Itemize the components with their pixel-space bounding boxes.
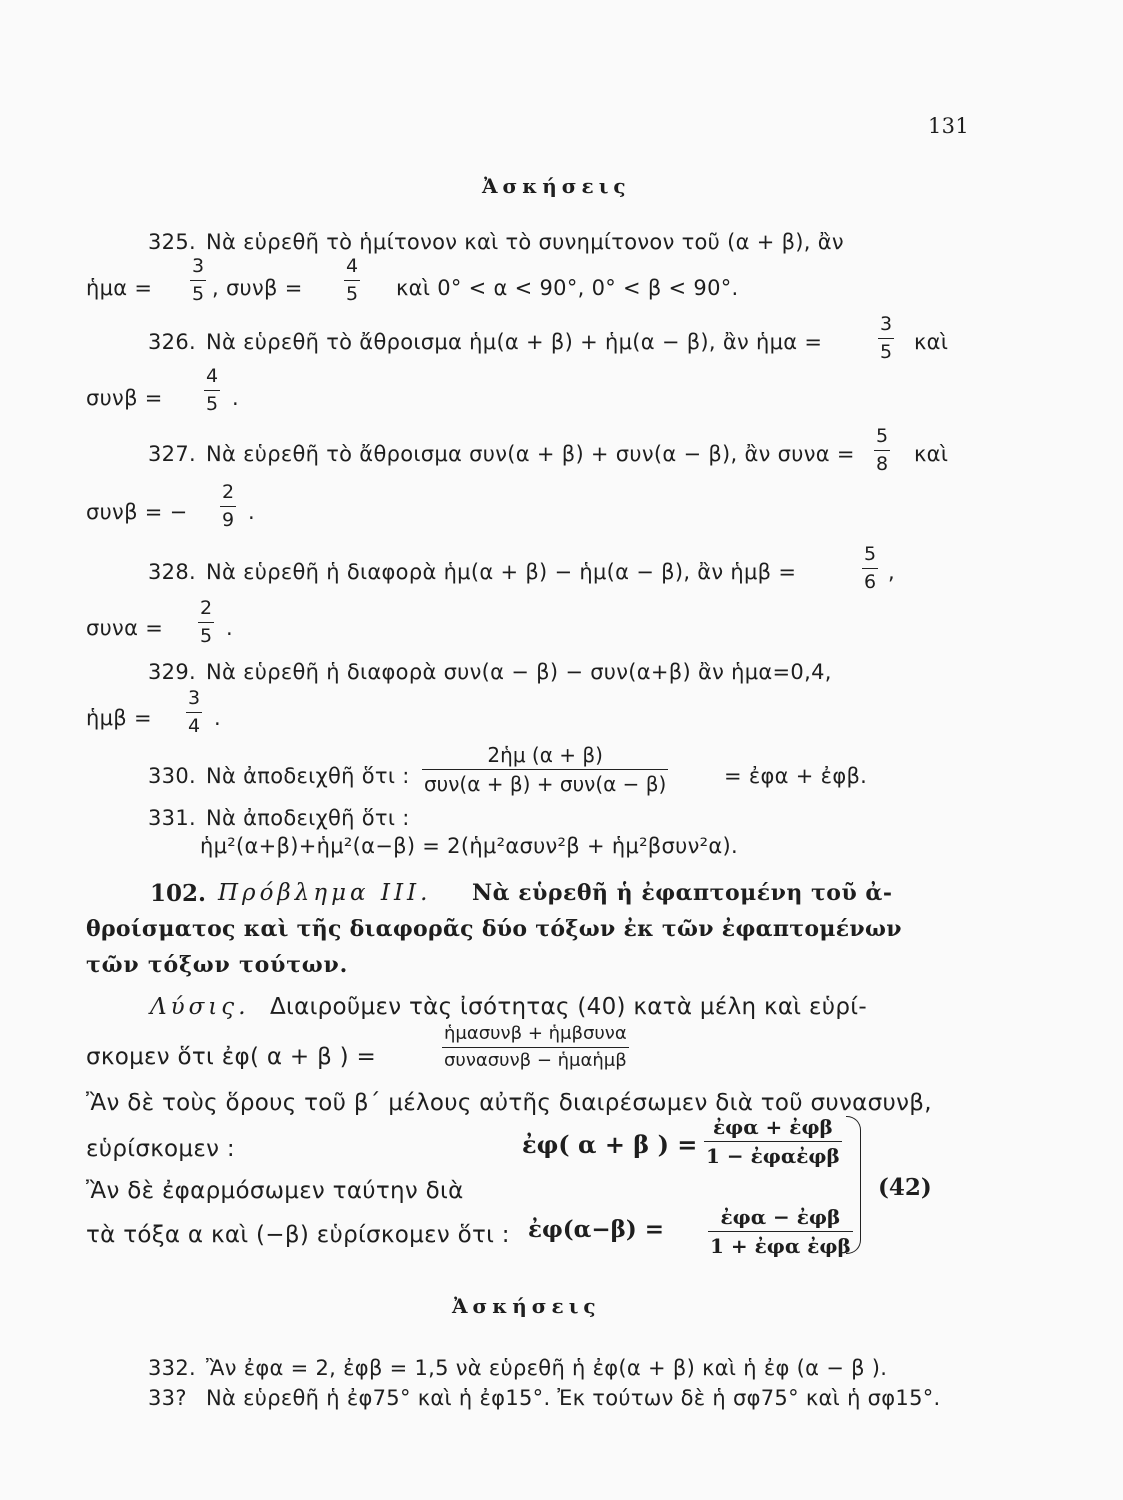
exercise-326-number: 326. <box>148 330 196 354</box>
exercise-326-kai: καὶ <box>914 330 949 354</box>
exercise-329-number: 329. <box>148 660 196 684</box>
exercise-325-hma: ἡμα = <box>86 276 153 300</box>
page-number: 131 <box>928 114 969 138</box>
exercise-326-end: . <box>232 386 239 410</box>
section-102-number: 102. <box>150 880 207 907</box>
fraction-3-4: 3 4 <box>188 687 201 737</box>
fraction-4-5: 4 5 <box>346 255 359 305</box>
exercise-329-text: Νὰ εὑρεθῆ ἡ διαφορὰ συν(α − β) − συν(α+β) ἂν ἡμα=0,4, <box>206 660 832 684</box>
exercise-328-comma: , <box>888 560 895 584</box>
exercise-329-hmb: ἡμβ = <box>86 706 152 730</box>
fraction-2-9: 2 9 <box>222 481 235 531</box>
solution-line-2: σκομεν ὅτι ἐφ( α + β ) = <box>86 1044 377 1070</box>
fraction-5-6: 5 6 <box>864 543 877 593</box>
exercise-332-text: Ἂν ἐφα = 2, ἐφβ = 1,5 νὰ εὑρεθῆ ἡ ἐφ(α + β) καὶ ἡ ἐφ (α − β ). <box>206 1356 888 1380</box>
fraction-2-5: 2 5 <box>200 597 213 647</box>
exercise-325-text: Νὰ εὑρεθῆ τὸ ἡμίτονον καὶ τὸ συνημίτονον τοῦ (α + β), ἂν <box>206 230 844 254</box>
section-102-label: Πρόβλημα ΙΙΙ. <box>218 880 432 906</box>
exercise-327-end: . <box>248 500 255 524</box>
exercise-331-formula: ἡμ²(α+β)+ἡμ²(α−β) = 2(ἡμ²ασυν²β + ἡμ²βσυν²α). <box>200 834 738 858</box>
fraction-3-5: 3 5 <box>192 255 205 305</box>
fraction-tan-sum: ἡμασυνβ + ἡμβσυνα συνασυνβ − ἡμαἡμβ <box>444 1023 627 1071</box>
exercises-heading: Ἀσκήσεις <box>482 174 631 198</box>
exercise-328-text: Νὰ εὑρεθῆ ἡ διαφορὰ ἡμ(α + β) − ἡμ(α − β), ἂν ἡμβ = <box>206 560 797 584</box>
equation-label-42: (42) <box>878 1174 932 1201</box>
fraction-tan-diff-result: ἐφα − ἐφβ 1 + ἐφα ἐφβ <box>710 1205 851 1258</box>
exercise-330-rhs: = ἐφα + ἐφβ. <box>724 764 868 788</box>
solution-line-6: τὰ τόξα α καὶ (−β) εὑρίσκομεν ὅτι : <box>86 1222 510 1248</box>
exercise-329-end: . <box>214 706 221 730</box>
exercise-328-number: 328. <box>148 560 196 584</box>
exercise-326-text: Νὰ εὑρεθῆ τὸ ἄθροισμα ἡμ(α + β) + ἡμ(α − β), ἂν ἡμα = <box>206 330 823 354</box>
section-102-title-1: Νὰ εὑρεθῆ ἡ ἐφαπτομένη τοῦ ἀ- <box>472 880 893 906</box>
solution-line-1: Διαιροῦμεν τὰς ἰσότητας (40) κατὰ μέλη καὶ εὑρί- <box>270 994 867 1020</box>
fraction-330: 2ἡμ (α + β) συν(α + β) + συν(α − β) <box>424 743 667 796</box>
exercises-heading-2: Ἀσκήσεις <box>452 1294 601 1318</box>
exercise-332-number: 332. <box>148 1356 196 1380</box>
exercise-325-synb: , συνβ = <box>212 276 303 300</box>
fraction-5-8: 5 8 <box>876 425 889 475</box>
solution-label: Λύσις. <box>150 994 250 1020</box>
fraction-tan-sum-result: ἐφα + ἐφβ 1 − ἐφαἐφβ <box>706 1115 840 1168</box>
exercise-325-number: 325. <box>148 230 196 254</box>
exercise-327-synb: συνβ = − <box>86 500 188 524</box>
exercise-331-number: 331. <box>148 806 196 830</box>
exercise-328-end: . <box>226 616 233 640</box>
exercise-330-number: 330. <box>148 764 196 788</box>
exercise-333-number: 33? <box>148 1386 187 1410</box>
section-102-title-2: θροίσματος καὶ τῆς διαφορᾶς δύο τόξων ἐκ τῶν ἐφαπτομένων <box>86 916 902 942</box>
exercise-327-number: 327. <box>148 442 196 466</box>
exercise-331-text: Νὰ ἀποδειχθῆ ὅτι : <box>206 806 410 830</box>
equation-brace <box>846 1116 861 1254</box>
solution-line-3: Ἂν δὲ τοὺς ὅρους τοῦ β΄ μέλους αὐτῆς διαιρέσωμεν διὰ τοῦ συνασυνβ, <box>86 1090 932 1116</box>
exercise-328-syna: συνα = <box>86 616 164 640</box>
solution-line-4: εὑρίσκομεν : <box>86 1136 235 1162</box>
exercise-327-kai: καὶ <box>914 442 949 466</box>
equation-tan-diff-lhs: ἐφ(α−β) = <box>528 1216 665 1243</box>
fraction-4-5-b: 4 5 <box>206 365 219 415</box>
solution-line-5: Ἂν δὲ ἐφαρμόσωμεν ταύτην διὰ <box>86 1178 464 1204</box>
exercise-327-text: Νὰ εὑρεθῆ τὸ ἄθροισμα συν(α + β) + συν(α − β), ἂν συνα = <box>206 442 855 466</box>
exercise-325-condition: καὶ 0° < α < 90°, 0° < β < 90°. <box>396 276 739 300</box>
exercise-330-text: Νὰ ἀποδειχθῆ ὅτι : <box>206 764 410 788</box>
exercise-333-text: Νὰ εὑρεθῆ ἡ ἐφ75° καὶ ἡ ἐφ15°. Ἐκ τούτων δὲ ἡ σφ75° καὶ ἡ σφ15°. <box>206 1386 941 1410</box>
equation-tan-sum-lhs: ἐφ( α + β ) = <box>522 1130 698 1159</box>
exercise-326-synb: συνβ = <box>86 386 163 410</box>
fraction-3-5-b: 3 5 <box>880 313 893 363</box>
section-102-title-3: τῶν τόξων τούτων. <box>86 952 349 978</box>
